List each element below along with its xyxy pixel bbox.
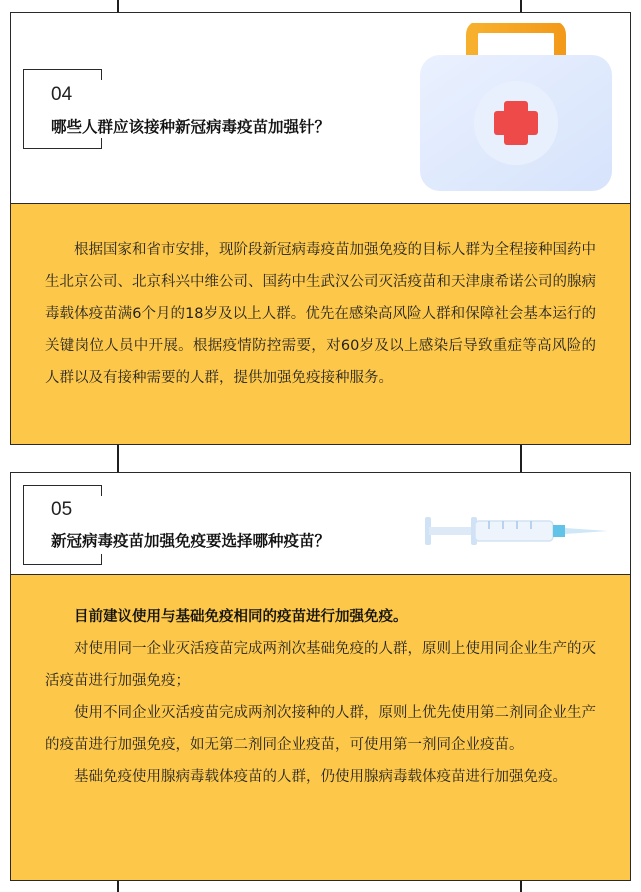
body-paragraph: 根据国家和省市安排，现阶段新冠病毒疫苗加强免疫的目标人群为全程接种国药中生北京公司、北京科兴中维公司、国药中生武汉公司灭活疫苗和天津康希诺公司的腺病毒载体疫苗满6个月的18岁及以上人群。优先在感染高风险人群和保障社会基本运行的关键岗位人员中开展。根据疫情防控需要，对60岁及以上感染后导致重症等高风险的人群以及有接种需要的人群，提供加强免疫接种服务。 (45, 242, 596, 386)
section-title: 新冠病毒疫苗加强免疫要选择哪种疫苗？ (51, 532, 331, 550)
body-lead: 目前建议使用与基础免疫相同的疫苗进行加强免疫。 (74, 609, 408, 625)
body-paragraph: 基础免疫使用腺病毒载体疫苗的人群，仍使用腺病毒载体疫苗进行加强免疫。 (74, 769, 567, 785)
number-box (23, 485, 102, 565)
section-card-04 (10, 12, 631, 445)
connector-line-mid-left (117, 444, 119, 472)
section-header (11, 13, 630, 204)
section-body (11, 575, 630, 880)
first-aid-kit-icon (416, 23, 616, 193)
connector-line-top-left (117, 0, 119, 12)
connector-line-top-right (520, 0, 522, 12)
body-paragraph: 使用不同企业灭活疫苗完成两剂次接种的人群，原则上优先使用第二剂同企业生产的疫苗进行加强免疫，如无第二剂同企业疫苗，可使用第一剂同企业疫苗。 (45, 705, 596, 753)
number-box (23, 69, 102, 149)
section-header (11, 473, 630, 575)
section-body (11, 204, 630, 444)
connector-line-bottom-left (117, 880, 119, 892)
syringe-icon (423, 513, 608, 549)
section-card-05 (10, 472, 631, 881)
section-number: 04 (51, 84, 73, 105)
connector-line-bottom-right (520, 880, 522, 892)
section-title: 哪些人群应该接种新冠病毒疫苗加强针？ (51, 118, 331, 136)
connector-line-mid-right (520, 444, 522, 472)
section-number: 05 (51, 499, 73, 520)
body-paragraph: 对使用同一企业灭活疫苗完成两剂次基础免疫的人群，原则上使用同企业生产的灭活疫苗进行加强免疫； (45, 641, 596, 689)
